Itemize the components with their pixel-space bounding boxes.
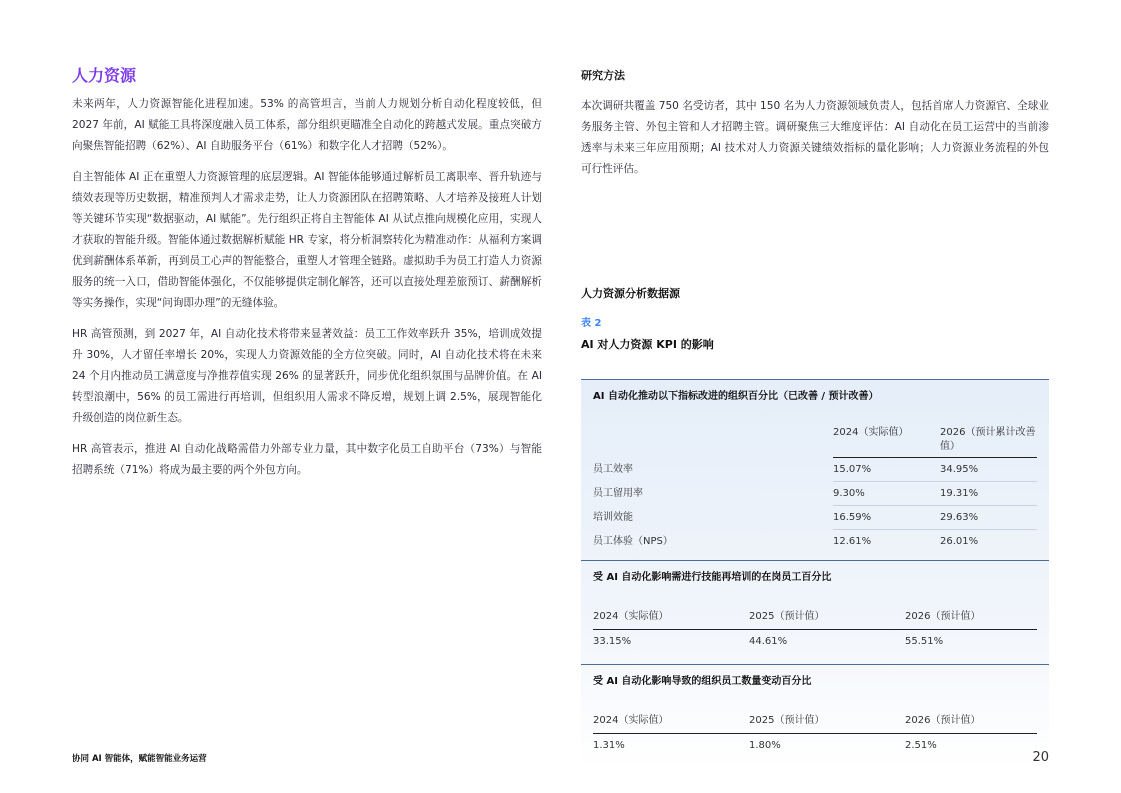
method-heading: 研究方法 [581,69,625,82]
table-title: AI 对人力资源 KPI 的影响 [581,338,714,351]
header-2026: 2026（预计值） [905,715,981,726]
value-2026: 2.51% [905,740,937,751]
table-header-row [593,414,1037,458]
block-title: AI 自动化推动以下指标改进的组织百分比（已改善 / 预计改善） [593,391,879,402]
row-label: 培训效能 [593,512,633,523]
left-column [72,64,542,491]
header-2024: 2024（实际值） [593,715,669,726]
row-label: 员工留用率 [593,488,643,499]
row-value-2026: 26.01% [940,536,979,547]
value-2024: 1.31% [593,740,625,751]
data-source-heading: 人力资源分析数据源 [581,287,680,300]
table-header-row [593,605,1037,630]
right-column [581,64,1049,751]
value-2025: 1.80% [749,740,781,751]
footer-title: 协同 AI 智能体，赋能智能业务运营 [72,754,207,764]
header-2025: 2025（预计值） [749,611,825,622]
paragraph-2: 自主智能体 AI 正在重塑人力资源管理的底层逻辑。AI 智能体能够通过解析员工离职率、晋升轨迹与绩效表现等历史数据，精准预判人才需求走势，让人力资源团队在招聘策略、人才培养及接班人计划等关键环节实现“数据驱动，AI 赋能”。先行组织正将自主智能体 AI 从试点推向规模化应用，实现人才获取的智能升级。智能体通过数据解析赋能 HR 专家，将分析洞察转化为精准动作：从福利方案调优到薪酬体系革新，再到员工心声的智能整合，重塑人才管理全链路。虚拟助手为员工打造人力资源服务的统一入口，借助智能体强化，不仅能够提供定制化解答，还可以直接处理差旅预订、薪酬解析等实务操作，实现“问询即办理”的无缝体验。 [72,171,542,309]
block-title: 受 AI 自动化影响需进行技能再培训的在岗员工百分比 [593,572,832,583]
paragraph-1: 未来两年，人力资源智能化进程加速。53% 的高管坦言，当前人力规划分析自动化程度较低，但 2027 年前，AI 赋能工具将深度融入员工体系，部分组织更瞄准全自动化的跨越式发展。重点突破方向聚焦智能招聘（62%）、AI 自助服务平台（61%）和数字化人才招聘（52%）。 [72,98,542,152]
table-row [593,630,1037,654]
block-title: 受 AI 自动化影响导致的组织员工数量变动百分比 [593,676,812,687]
header-2026: 2026（预计值） [905,611,981,622]
value-2024: 33.15% [593,636,632,647]
table-row [593,458,1037,482]
row-value-2024: 16.59% [833,506,940,530]
section-title: 人力资源 [72,66,137,85]
row-label: 员工体验（NPS） [593,536,673,547]
kpi-block-reskilling [581,560,1049,664]
row-label: 员工效率 [593,464,633,475]
row-value-2026: 34.95% [940,458,1037,482]
table-row [593,506,1037,530]
kpi-block-headcount [581,664,1049,768]
header-2024: 2024（实际值） [833,426,940,458]
header-2025: 2025（预计值） [749,715,825,726]
value-2026: 55.51% [905,636,944,647]
header-2026: 2026（预计累计改善值） [940,426,1037,458]
kpi-table [581,379,1049,768]
row-value-2024: 15.07% [833,458,940,482]
row-value-2026: 19.31% [940,482,1037,506]
paragraph-3: HR 高管预测，到 2027 年，AI 自动化技术将带来显著效益：员工工作效率跃升 35%，培训成效提升 30%，人才留任率增长 20%，实现人力资源效能的全方位突破。同时，AI 自动化技术将在未来 24 个月内推动员工满意度与净推荐值实现 26% 的显著跃升，同步优化组织氛围与品牌价值。在 AI 转型浪潮中，56% 的员工需进行再培训，但组织用人需求不降反增，规划上调 2.5%，展现智能化升级创造的岗位新生态。 [72,328,542,424]
header-2024: 2024（实际值） [593,611,669,622]
row-value-2024: 12.61% [833,536,872,547]
row-value-2024: 9.30% [833,482,940,506]
row-value-2026: 29.63% [940,506,1037,530]
table-row [593,530,1037,554]
table-row [593,734,1037,758]
method-text: 本次调研共覆盖 750 名受访者，其中 150 名为人力资源领域负责人，包括首席人力资源官、全球业务服务主管、外包主管和人才招聘主管。调研聚焦三大维度评估：AI 自动化在员工运营中的当前渗透率与未来三年应用预期；AI 技术对人力资源关键绩效指标的量化影响；人力资源业务流程的外包可行性评估。 [581,100,1049,175]
paragraph-4: HR 高管表示，推进 AI 自动化战略需借力外部专业力量，其中数字化员工自助平台（73%）与智能招聘系统（71%）将成为最主要的两个外包方向。 [72,443,542,476]
table-tag: 表 2 [581,318,602,329]
kpi-block-improvement [581,379,1049,554]
value-2025: 44.61% [749,636,788,647]
page-number: 20 [1032,750,1049,765]
table-row [593,482,1037,506]
table-header-row [593,709,1037,734]
